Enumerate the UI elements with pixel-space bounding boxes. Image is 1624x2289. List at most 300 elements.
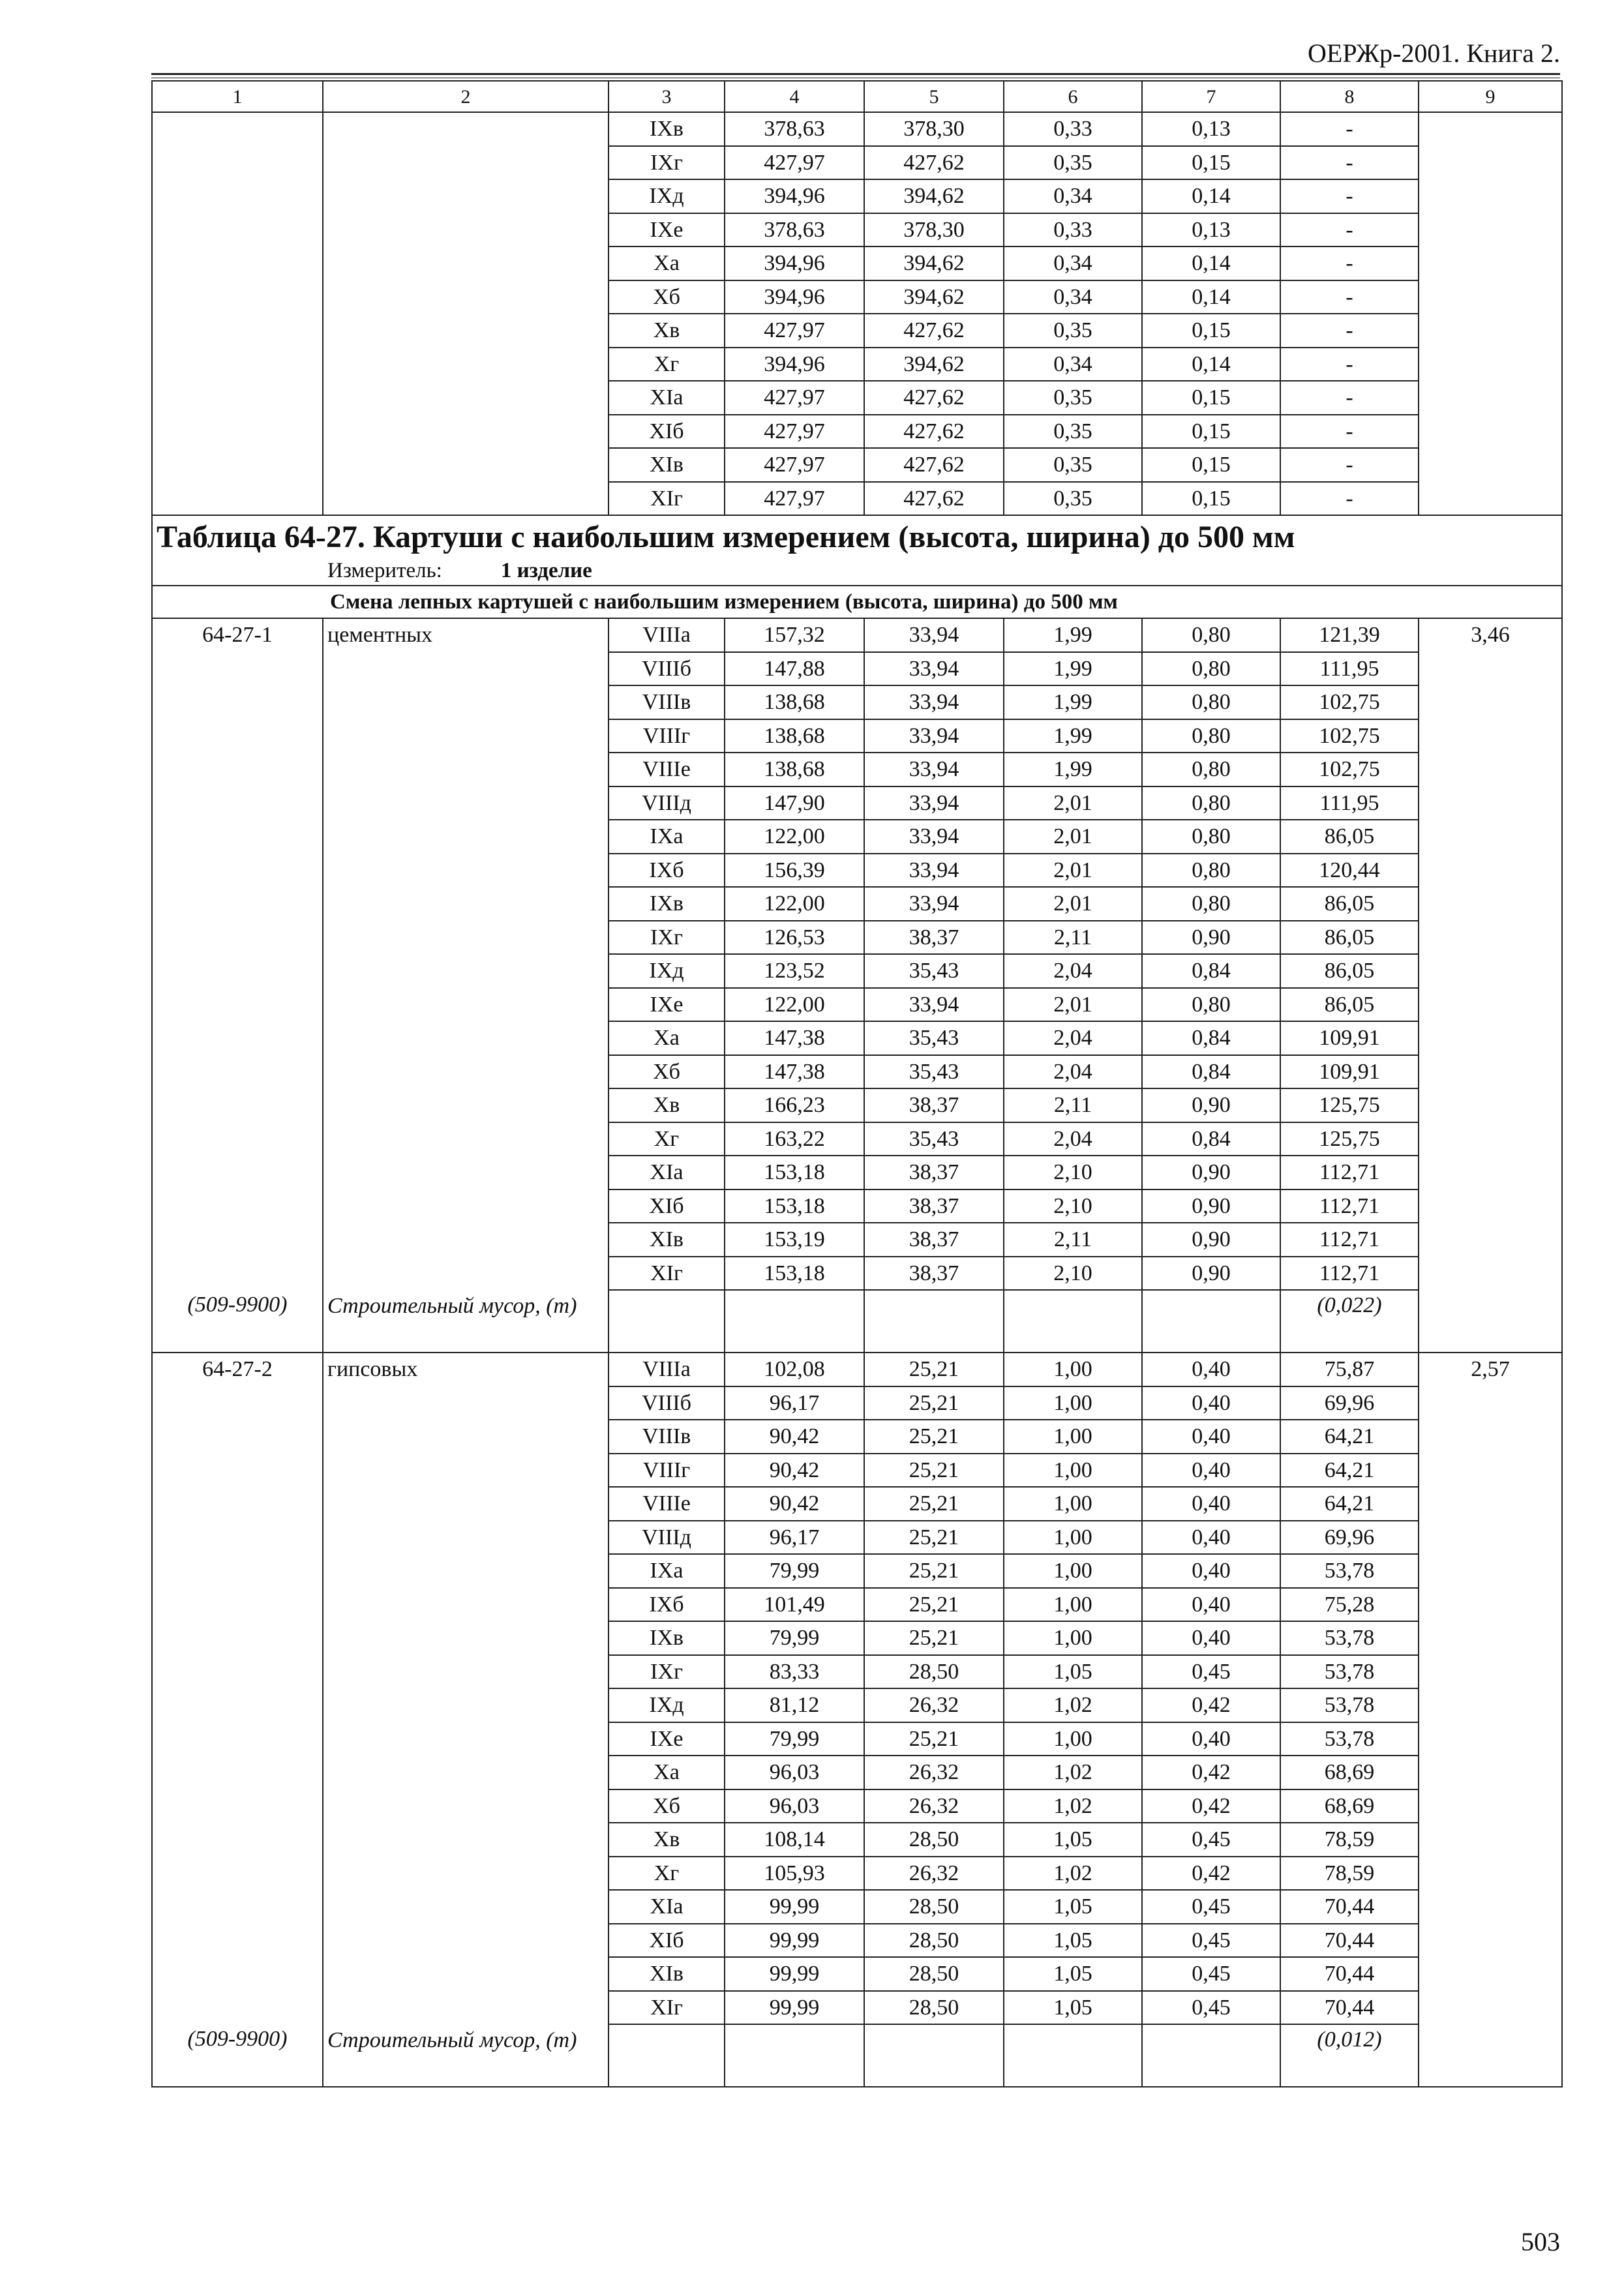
value-cell: 2,10 xyxy=(1004,1189,1142,1223)
value-cell: VIIIд xyxy=(609,786,725,820)
code-cell xyxy=(152,719,323,753)
value-cell: IXв xyxy=(609,1621,725,1655)
value-cell: 64,21 xyxy=(1280,1487,1419,1521)
col9-cell xyxy=(1419,1655,1562,1689)
table-row xyxy=(152,1554,1562,1588)
value-cell: 126,53 xyxy=(725,921,864,955)
value-cell: 1,05 xyxy=(1004,1655,1142,1689)
column-number: 2 xyxy=(323,81,609,112)
value-cell: 0,34 xyxy=(1004,280,1142,314)
value-cell: VIIIа xyxy=(609,1353,725,1386)
name-cell xyxy=(323,1991,609,2025)
value-cell: 1,02 xyxy=(1004,1688,1142,1722)
name-cell xyxy=(323,1756,609,1789)
value-cell: 378,30 xyxy=(864,213,1004,247)
value-cell: 1,00 xyxy=(1004,1521,1142,1555)
col9-cell xyxy=(1419,280,1562,314)
table-row xyxy=(152,887,1562,921)
value-cell: 25,21 xyxy=(864,1487,1004,1521)
code-cell xyxy=(152,112,323,146)
name-cell xyxy=(323,1789,609,1823)
code-cell xyxy=(152,1189,323,1223)
value-cell: 38,37 xyxy=(864,1189,1004,1223)
col9-cell xyxy=(1419,1957,1562,1991)
value-cell: 123,52 xyxy=(725,954,864,988)
value-cell: XIв xyxy=(609,448,725,482)
code-cell xyxy=(152,1722,323,1756)
header-rule xyxy=(151,73,1560,75)
name-cell xyxy=(323,1088,609,1122)
table-row xyxy=(152,1789,1562,1823)
value-cell: 99,99 xyxy=(725,1890,864,1924)
value-cell: 79,99 xyxy=(725,1554,864,1588)
table-row xyxy=(152,719,1562,753)
code-cell xyxy=(152,786,323,820)
name-cell xyxy=(323,247,609,280)
value-cell: 153,18 xyxy=(725,1257,864,1291)
value-cell: 427,62 xyxy=(864,381,1004,415)
value-cell: 79,99 xyxy=(725,1621,864,1655)
col9-cell xyxy=(1419,179,1562,213)
value-cell: VIIIб xyxy=(609,1386,725,1420)
value-cell: 0,34 xyxy=(1004,348,1142,382)
value-cell: 108,14 xyxy=(725,1823,864,1857)
col9-cell xyxy=(1419,482,1562,516)
code-cell xyxy=(152,1957,323,1991)
name-cell xyxy=(323,652,609,686)
value-cell: 33,94 xyxy=(864,753,1004,786)
value-cell: 0,80 xyxy=(1142,786,1280,820)
value-cell: 1,02 xyxy=(1004,1789,1142,1823)
name-cell xyxy=(323,1386,609,1420)
value-cell: 0,42 xyxy=(1142,1688,1280,1722)
value-cell: 1,05 xyxy=(1004,1823,1142,1857)
code-cell xyxy=(152,1223,323,1257)
col9-value: 2,57 xyxy=(1419,1353,1562,1386)
value-cell: 0,14 xyxy=(1142,179,1280,213)
code-cell xyxy=(152,652,323,686)
value-cell: 0,90 xyxy=(1142,1156,1280,1189)
col9-cell xyxy=(1419,213,1562,247)
value-cell: Xг xyxy=(609,1857,725,1891)
value-cell: 394,62 xyxy=(864,179,1004,213)
value-cell: 25,21 xyxy=(864,1621,1004,1655)
name-cell xyxy=(323,820,609,854)
value-cell: 0,40 xyxy=(1142,1386,1280,1420)
name-cell xyxy=(323,381,609,415)
value-cell: 0,40 xyxy=(1142,1454,1280,1488)
value-cell: 70,44 xyxy=(1280,1890,1419,1924)
name-cell xyxy=(323,1420,609,1454)
name-cell xyxy=(323,1223,609,1257)
value-cell: 0,90 xyxy=(1142,1189,1280,1223)
value-cell: 2,04 xyxy=(1004,1055,1142,1089)
col9-cell xyxy=(1419,820,1562,854)
waste-code: (509-9900) xyxy=(152,2024,323,2087)
value-cell: 64,21 xyxy=(1280,1454,1419,1488)
col9-cell xyxy=(1419,381,1562,415)
value-cell: Xа xyxy=(609,1756,725,1789)
value-cell: XIб xyxy=(609,415,725,449)
col9-cell xyxy=(1419,753,1562,786)
value-cell: 28,50 xyxy=(864,1890,1004,1924)
value-cell: 2,10 xyxy=(1004,1156,1142,1189)
value-cell: 25,21 xyxy=(864,1454,1004,1488)
col9-cell xyxy=(1419,1156,1562,1189)
value-cell: 102,75 xyxy=(1280,685,1419,719)
value-cell: IXб xyxy=(609,854,725,888)
value-cell: 25,21 xyxy=(864,1722,1004,1756)
value-cell: 147,38 xyxy=(725,1055,864,1089)
value-cell: 33,94 xyxy=(864,988,1004,1022)
name-cell xyxy=(323,1957,609,1991)
table-row xyxy=(152,314,1562,348)
value-cell: 2,11 xyxy=(1004,1088,1142,1122)
value-cell: 147,38 xyxy=(725,1021,864,1055)
code-cell xyxy=(152,1487,323,1521)
waste-name: Строительный мусор, (т) xyxy=(323,2024,609,2087)
value-cell: 1,00 xyxy=(1004,1386,1142,1420)
col9-cell xyxy=(1419,348,1562,382)
table-row xyxy=(152,1756,1562,1789)
table-row xyxy=(152,786,1562,820)
col9-cell xyxy=(1419,1454,1562,1488)
value-cell: 427,62 xyxy=(864,314,1004,348)
col9-cell xyxy=(1419,1789,1562,1823)
value-cell: 99,99 xyxy=(725,1991,864,2025)
value-cell: 427,62 xyxy=(864,448,1004,482)
value-cell: 0,15 xyxy=(1142,482,1280,516)
value-cell: 0,35 xyxy=(1004,314,1142,348)
value-cell: IXв xyxy=(609,887,725,921)
value-cell: - xyxy=(1280,146,1419,180)
value-cell: 81,12 xyxy=(725,1688,864,1722)
value-cell: 25,21 xyxy=(864,1420,1004,1454)
table-row xyxy=(152,954,1562,988)
value-cell: 86,05 xyxy=(1280,988,1419,1022)
name-cell xyxy=(323,415,609,449)
value-cell: 112,71 xyxy=(1280,1189,1419,1223)
value-cell: 147,90 xyxy=(725,786,864,820)
value-cell: IXг xyxy=(609,146,725,180)
value-cell: 109,91 xyxy=(1280,1021,1419,1055)
code-cell xyxy=(152,1890,323,1924)
value-cell: Xб xyxy=(609,280,725,314)
col9-cell xyxy=(1419,1991,1562,2025)
value-cell: 0,42 xyxy=(1142,1756,1280,1789)
value-cell: 38,37 xyxy=(864,1223,1004,1257)
value-cell: XIб xyxy=(609,1189,725,1223)
column-number: 7 xyxy=(1142,81,1280,112)
value-cell: 35,43 xyxy=(864,1021,1004,1055)
value-cell: 122,00 xyxy=(725,887,864,921)
value-cell: 69,96 xyxy=(1280,1386,1419,1420)
code-cell xyxy=(152,213,323,247)
value-cell: 0,40 xyxy=(1142,1353,1280,1386)
value-cell: 1,02 xyxy=(1004,1857,1142,1891)
value-cell: IXе xyxy=(609,213,725,247)
table-row xyxy=(152,1588,1562,1622)
value-cell: 102,08 xyxy=(725,1353,864,1386)
table-row xyxy=(152,1890,1562,1924)
value-cell: XIа xyxy=(609,381,725,415)
value-cell: 166,23 xyxy=(725,1088,864,1122)
table-row xyxy=(152,146,1562,180)
value-cell: IXд xyxy=(609,179,725,213)
table-row xyxy=(152,1688,1562,1722)
col9-cell xyxy=(1419,1521,1562,1555)
value-cell: 28,50 xyxy=(864,1924,1004,1958)
value-cell: IXб xyxy=(609,1588,725,1622)
value-cell: 75,28 xyxy=(1280,1588,1419,1622)
value-cell: 0,33 xyxy=(1004,213,1142,247)
col9-cell xyxy=(1419,112,1562,146)
value-cell: 427,62 xyxy=(864,482,1004,516)
value-cell: 86,05 xyxy=(1280,887,1419,921)
value-cell: 1,00 xyxy=(1004,1588,1142,1622)
value-cell: 1,99 xyxy=(1004,652,1142,686)
value-cell: XIб xyxy=(609,1924,725,1958)
table-row xyxy=(152,348,1562,382)
value-cell: 33,94 xyxy=(864,854,1004,888)
value-cell: 33,94 xyxy=(864,618,1004,652)
value-cell: 0,40 xyxy=(1142,1420,1280,1454)
waste-name: Строительный мусор, (т) xyxy=(323,1290,609,1353)
value-cell: 112,71 xyxy=(1280,1223,1419,1257)
value-cell: 0,40 xyxy=(1142,1487,1280,1521)
value-cell: 0,80 xyxy=(1142,820,1280,854)
value-cell: IXг xyxy=(609,921,725,955)
value-cell: 105,93 xyxy=(725,1857,864,1891)
table-row xyxy=(152,381,1562,415)
work-name: цементных xyxy=(323,618,609,652)
value-cell: IXа xyxy=(609,820,725,854)
table-row xyxy=(152,1386,1562,1420)
value-cell: XIв xyxy=(609,1223,725,1257)
rate-code: 64-27-2 xyxy=(152,1353,323,1386)
value-cell: 38,37 xyxy=(864,1257,1004,1291)
value-cell: 394,62 xyxy=(864,280,1004,314)
value-cell: 25,21 xyxy=(864,1386,1004,1420)
table-title: Таблица 64-27. Картуши с наибольшим измерением (высота, ширина) до 500 мм xyxy=(152,515,1562,557)
value-cell: VIIIе xyxy=(609,753,725,786)
value-cell: 0,35 xyxy=(1004,381,1142,415)
table-row xyxy=(152,988,1562,1022)
name-cell xyxy=(323,1588,609,1622)
value-cell: 0,35 xyxy=(1004,448,1142,482)
value-cell: 0,45 xyxy=(1142,1655,1280,1689)
table-row xyxy=(152,247,1562,280)
code-cell xyxy=(152,1991,323,2025)
value-cell: 33,94 xyxy=(864,685,1004,719)
code-cell xyxy=(152,753,323,786)
value-cell: IXд xyxy=(609,1688,725,1722)
value-cell: 125,75 xyxy=(1280,1088,1419,1122)
column-number: 1 xyxy=(152,81,323,112)
value-cell: - xyxy=(1280,314,1419,348)
value-cell: 138,68 xyxy=(725,719,864,753)
col9-cell xyxy=(1419,921,1562,955)
col9-cell xyxy=(1419,1924,1562,1958)
value-cell: 1,99 xyxy=(1004,618,1142,652)
value-cell: VIIIа xyxy=(609,618,725,652)
value-cell: 1,00 xyxy=(1004,1621,1142,1655)
code-cell xyxy=(152,482,323,516)
value-cell: 0,40 xyxy=(1142,1621,1280,1655)
value-cell: 79,99 xyxy=(725,1722,864,1756)
value-cell: 0,42 xyxy=(1142,1789,1280,1823)
value-cell: 70,44 xyxy=(1280,1991,1419,2025)
section-heading: Смена лепных картушей с наибольшим измерением (высота, ширина) до 500 мм xyxy=(152,586,1562,618)
empty-cell xyxy=(864,2024,1004,2087)
col9-cell xyxy=(1419,1189,1562,1223)
column-number: 6 xyxy=(1004,81,1142,112)
name-cell xyxy=(323,1722,609,1756)
value-cell: VIIIв xyxy=(609,1420,725,1454)
col9-cell xyxy=(1419,1588,1562,1622)
code-cell xyxy=(152,1655,323,1689)
name-cell xyxy=(323,854,609,888)
value-cell: 0,14 xyxy=(1142,348,1280,382)
value-cell: 2,11 xyxy=(1004,921,1142,955)
value-cell: 0,84 xyxy=(1142,1055,1280,1089)
value-cell: 0,13 xyxy=(1142,112,1280,146)
page-number: 503 xyxy=(1521,2227,1560,2256)
value-cell: 0,80 xyxy=(1142,854,1280,888)
code-cell xyxy=(152,179,323,213)
value-cell: 28,50 xyxy=(864,1655,1004,1689)
name-cell xyxy=(323,1857,609,1891)
value-cell: 0,80 xyxy=(1142,618,1280,652)
value-cell: 83,33 xyxy=(725,1655,864,1689)
empty-cell xyxy=(1142,1290,1280,1353)
col9-cell xyxy=(1419,1122,1562,1156)
name-cell xyxy=(323,348,609,382)
value-cell: - xyxy=(1280,415,1419,449)
name-cell xyxy=(323,1189,609,1223)
value-cell: 427,97 xyxy=(725,381,864,415)
value-cell: 96,17 xyxy=(725,1521,864,1555)
value-cell: 0,40 xyxy=(1142,1588,1280,1622)
value-cell: 38,37 xyxy=(864,921,1004,955)
table-row xyxy=(152,1722,1562,1756)
value-cell: 99,99 xyxy=(725,1957,864,1991)
value-cell: 38,37 xyxy=(864,1088,1004,1122)
table-row xyxy=(152,1823,1562,1857)
code-cell xyxy=(152,1554,323,1588)
value-cell: 28,50 xyxy=(864,1823,1004,1857)
value-cell: 0,15 xyxy=(1142,314,1280,348)
value-cell: 70,44 xyxy=(1280,1924,1419,1958)
section-heading-row xyxy=(152,586,1562,618)
value-cell: 0,45 xyxy=(1142,1957,1280,1991)
value-cell: 2,01 xyxy=(1004,786,1142,820)
name-cell xyxy=(323,1621,609,1655)
waste-value: (0,012) xyxy=(1280,2024,1419,2087)
value-cell: 78,59 xyxy=(1280,1857,1419,1891)
col9-cell xyxy=(1419,247,1562,280)
value-cell: 90,42 xyxy=(725,1454,864,1488)
value-cell: - xyxy=(1280,381,1419,415)
value-cell: - xyxy=(1280,112,1419,146)
value-cell: 0,45 xyxy=(1142,1991,1280,2025)
code-cell xyxy=(152,1756,323,1789)
value-cell: 0,84 xyxy=(1142,1122,1280,1156)
col9-cell xyxy=(1419,1420,1562,1454)
value-cell: 0,35 xyxy=(1004,415,1142,449)
column-number: 8 xyxy=(1280,81,1419,112)
value-cell: XIг xyxy=(609,482,725,516)
value-cell: 2,01 xyxy=(1004,887,1142,921)
table-row xyxy=(152,1521,1562,1555)
value-cell: 33,94 xyxy=(864,786,1004,820)
column-number: 9 xyxy=(1419,81,1562,112)
col9-cell xyxy=(1419,146,1562,180)
name-cell xyxy=(323,685,609,719)
name-cell xyxy=(323,1655,609,1689)
table-row xyxy=(152,921,1562,955)
value-cell: IXе xyxy=(609,988,725,1022)
table-row xyxy=(152,179,1562,213)
name-cell xyxy=(323,1487,609,1521)
code-cell xyxy=(152,280,323,314)
empty-cell xyxy=(1142,2024,1280,2087)
col9-cell xyxy=(1419,1055,1562,1089)
name-cell xyxy=(323,1890,609,1924)
value-cell: 78,59 xyxy=(1280,1823,1419,1857)
table-row xyxy=(152,618,1562,652)
value-cell: 112,71 xyxy=(1280,1257,1419,1291)
value-cell: 394,96 xyxy=(725,179,864,213)
table-row xyxy=(152,1122,1562,1156)
col9-cell xyxy=(1419,786,1562,820)
code-cell xyxy=(152,448,323,482)
code-cell xyxy=(152,1021,323,1055)
table-row xyxy=(152,415,1562,449)
code-cell xyxy=(152,1088,323,1122)
value-cell: 0,15 xyxy=(1142,415,1280,449)
value-cell: 0,84 xyxy=(1142,1021,1280,1055)
code-cell xyxy=(152,1588,323,1622)
value-cell: 1,99 xyxy=(1004,719,1142,753)
value-cell: 1,05 xyxy=(1004,1890,1142,1924)
value-cell: 26,32 xyxy=(864,1857,1004,1891)
code-cell xyxy=(152,1122,323,1156)
value-cell: 0,15 xyxy=(1142,146,1280,180)
col9-cell xyxy=(1419,1823,1562,1857)
value-cell: 427,97 xyxy=(725,448,864,482)
value-cell: IXв xyxy=(609,112,725,146)
name-cell xyxy=(323,314,609,348)
col9-cell xyxy=(1419,1756,1562,1789)
table-row xyxy=(152,1420,1562,1454)
table-row xyxy=(152,448,1562,482)
value-cell: 25,21 xyxy=(864,1588,1004,1622)
value-cell: 427,97 xyxy=(725,482,864,516)
value-cell: 0,35 xyxy=(1004,146,1142,180)
document-header-title: ОЕРЖр-2001. Книга 2. xyxy=(1308,38,1560,68)
name-cell xyxy=(323,753,609,786)
waste-row xyxy=(152,2024,1562,2087)
value-cell: 0,90 xyxy=(1142,1088,1280,1122)
value-cell: 90,42 xyxy=(725,1420,864,1454)
value-cell: 1,00 xyxy=(1004,1353,1142,1386)
value-cell: 2,11 xyxy=(1004,1223,1142,1257)
value-cell: - xyxy=(1280,179,1419,213)
table-row xyxy=(152,685,1562,719)
value-cell: - xyxy=(1280,213,1419,247)
value-cell: 1,00 xyxy=(1004,1722,1142,1756)
